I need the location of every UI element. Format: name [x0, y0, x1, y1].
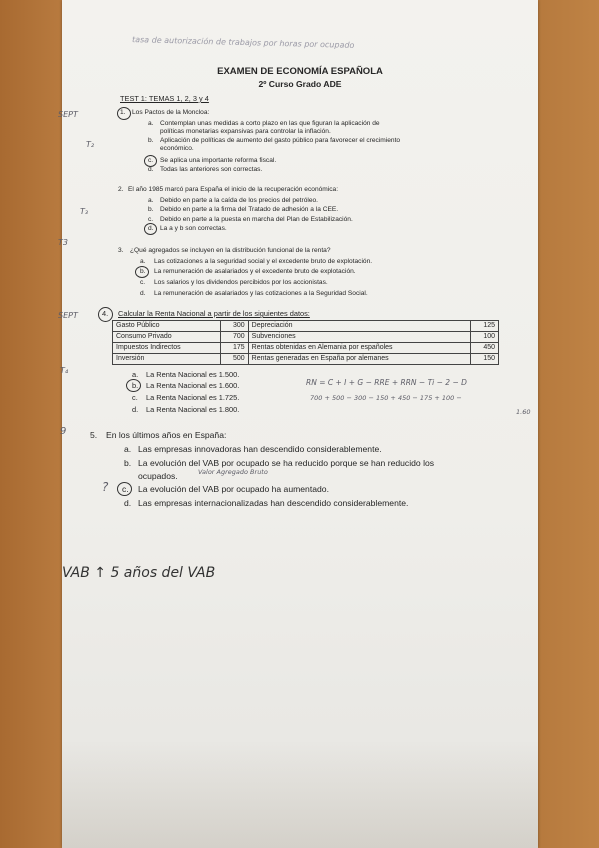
question-5-number: 5. — [90, 430, 98, 440]
q2-option-b-letter: b. — [148, 206, 154, 213]
q3-option-d-letter: d. — [140, 290, 146, 297]
handwritten-calc-line2: 700 + 500 − 300 − 150 + 450 − 175 + 100 − — [310, 394, 462, 402]
q4-option-c-letter: c. — [132, 393, 138, 402]
renta-nacional-table — [112, 320, 499, 365]
table-cell: Impuestos Indirectos — [113, 343, 221, 354]
q3-option-b-letter: b. — [140, 268, 146, 275]
table-cell: 175 — [220, 343, 248, 354]
question-2-number: 2. — [118, 186, 124, 193]
q5-option-c-letter: c. — [122, 484, 129, 494]
q4-option-b-letter: b. — [132, 381, 139, 390]
table-cell: 700 — [220, 332, 248, 343]
table-cell: 500 — [220, 354, 248, 365]
q4-option-b-line1: La Renta Nacional es 1.600. — [146, 381, 240, 390]
table-row — [113, 354, 499, 365]
table-cell: Gasto Público — [113, 321, 221, 332]
table-cell: Subvenciones — [248, 332, 470, 343]
question-1-number: 1. — [120, 109, 126, 116]
table-cell: 450 — [470, 343, 498, 354]
table-cell: Rentas generadas en España por alemanes — [248, 354, 470, 365]
q3-option-a-line1: Las cotizaciones a la seguridad social y el excedente bruto de explotación. — [154, 258, 373, 265]
q1-option-b-line1: Aplicación de políticas de aumento del gasto público para favorecer el crecimiento — [160, 137, 401, 144]
q1-option-d-letter: d. — [148, 166, 154, 173]
table-cell: Inversión — [113, 354, 221, 365]
table-cell: 100 — [470, 332, 498, 343]
table-row — [113, 343, 499, 354]
question-3-number: 3. — [118, 247, 124, 254]
margin-note-q4-side: T₄ — [60, 366, 69, 375]
q5-option-c-line1: La evolución del VAB por ocupado ha aumentado. — [138, 484, 329, 494]
question-2-text: El año 1985 marcó para España el inicio de la recuperación económica: — [128, 186, 339, 193]
q1-option-a-line2: políticas monetarias expansivas para controlar la inflación. — [160, 128, 331, 135]
paper-shadow — [62, 740, 538, 848]
table-cell: Consumo Privado — [113, 332, 221, 343]
q3-option-a-letter: a. — [140, 258, 146, 265]
q4-option-a-letter: a. — [132, 370, 139, 379]
handwritten-calc-result: 1.60 — [516, 408, 531, 416]
margin-note-q4: SEPT — [58, 311, 78, 320]
q5-option-a-letter: a. — [124, 444, 132, 454]
exam-subtitle: 2º Curso Grado ADE — [258, 79, 342, 89]
table-cell: 125 — [470, 321, 498, 332]
question-5-text: En los últimos años en España: — [106, 430, 227, 440]
q2-option-a-letter: a. — [148, 197, 154, 204]
q4-option-a-line1: La Renta Nacional es 1.500. — [146, 370, 240, 379]
q2-option-c-line1: Debido en parte a la puesta en marcha del Plan de Estabilización. — [160, 216, 353, 223]
q4-option-d-line1: La Renta Nacional es 1.800. — [146, 405, 240, 414]
table-cell: 150 — [470, 354, 498, 365]
q2-option-b-line1: Debido en parte a la firma del Tratado de adhesión a la CEE. — [160, 206, 339, 213]
q5-option-d-line1: Las empresas internacionalizadas han descendido considerablemente. — [138, 498, 409, 508]
margin-note-q1: SEPT — [58, 110, 78, 119]
q5-option-d-letter: d. — [124, 498, 132, 508]
margin-note-q1-side: T₂ — [86, 140, 95, 149]
table-cell: Depreciación — [248, 321, 470, 332]
q1-option-b-line2: económico. — [160, 145, 194, 152]
exam-sheet — [58, 0, 538, 848]
handwritten-vab-note: Valor Agregado Bruto — [198, 468, 268, 476]
margin-note-q3: T3 — [58, 238, 68, 247]
q1-option-c-line1: Se aplica una importante reforma fiscal. — [160, 157, 277, 164]
table-cell: Rentas obtenidas en Alemania por españoles — [248, 343, 470, 354]
q3-option-b-line1: La remuneración de asalariados y el excedente bruto de explotación. — [154, 268, 356, 275]
q4-option-d-letter: d. — [132, 405, 139, 414]
q4-option-c-line1: La Renta Nacional es 1.725. — [146, 393, 240, 402]
q1-option-c-letter: c. — [148, 157, 154, 164]
test-label: TEST 1: TEMAS 1, 2, 3 y 4 — [120, 94, 209, 103]
question-1-text: Los Pactos de la Moncloa: — [132, 109, 210, 116]
table-row — [113, 332, 499, 343]
question-3-text: ¿Qué agregados se incluyen en la distribución funcional de la renta? — [130, 247, 331, 254]
q3-option-c-line1: Los salarios y los dividendos percibidos por los accionistas. — [154, 279, 328, 286]
q5-option-b-letter: b. — [124, 458, 132, 468]
q1-option-a-letter: a. — [148, 120, 154, 127]
question-4-number: 4. — [102, 309, 109, 318]
q1-option-b-letter: b. — [148, 137, 154, 144]
question-4-text: Calcular la Renta Nacional a partir de los siguientes datos: — [118, 309, 310, 318]
q2-option-a-line1: Debido en parte a la caída de los precios del petróleo. — [160, 197, 318, 204]
handwritten-top-note: tasa de autorización de trabajos por horas por ocupado — [131, 35, 355, 50]
margin-note-q5: 9 — [60, 426, 67, 437]
margin-note-q2: T₃ — [80, 207, 89, 216]
exam-title: EXAMEN DE ECONOMÍA ESPAÑOLA — [217, 66, 383, 77]
q2-option-d-letter: d. — [148, 225, 154, 232]
q5-option-b-line2: ocupados. — [138, 471, 178, 481]
q5-option-a-line1: Las empresas innovadoras han descendido considerablemente. — [138, 444, 382, 454]
q2-option-c-letter: c. — [148, 216, 154, 223]
q1-option-a-line1: Contemplan unas medidas a corto plazo en las que figuran la aplicación de — [160, 120, 380, 127]
handwritten-calc-line1: RN = C + I + G − RRE + RRN − Ti − 2 − D — [306, 378, 467, 387]
q5-check-mark: ? — [102, 480, 109, 494]
table-row — [113, 321, 499, 332]
table-cell: 300 — [220, 321, 248, 332]
handwritten-footer-note: VAB ↑ 5 años del VAB — [62, 565, 216, 581]
q3-option-d-line1: La remuneración de asalariados y las cotizaciones a la Seguridad Social. — [154, 290, 368, 297]
q2-option-d-line1: La a y b son correctas. — [160, 225, 227, 232]
q3-option-c-letter: c. — [140, 279, 146, 286]
q1-option-d-line1: Todas las anteriores son correctas. — [160, 166, 263, 173]
q5-option-b-line1: La evolución del VAB por ocupado se ha reducido porque se han reducido los — [138, 458, 435, 468]
